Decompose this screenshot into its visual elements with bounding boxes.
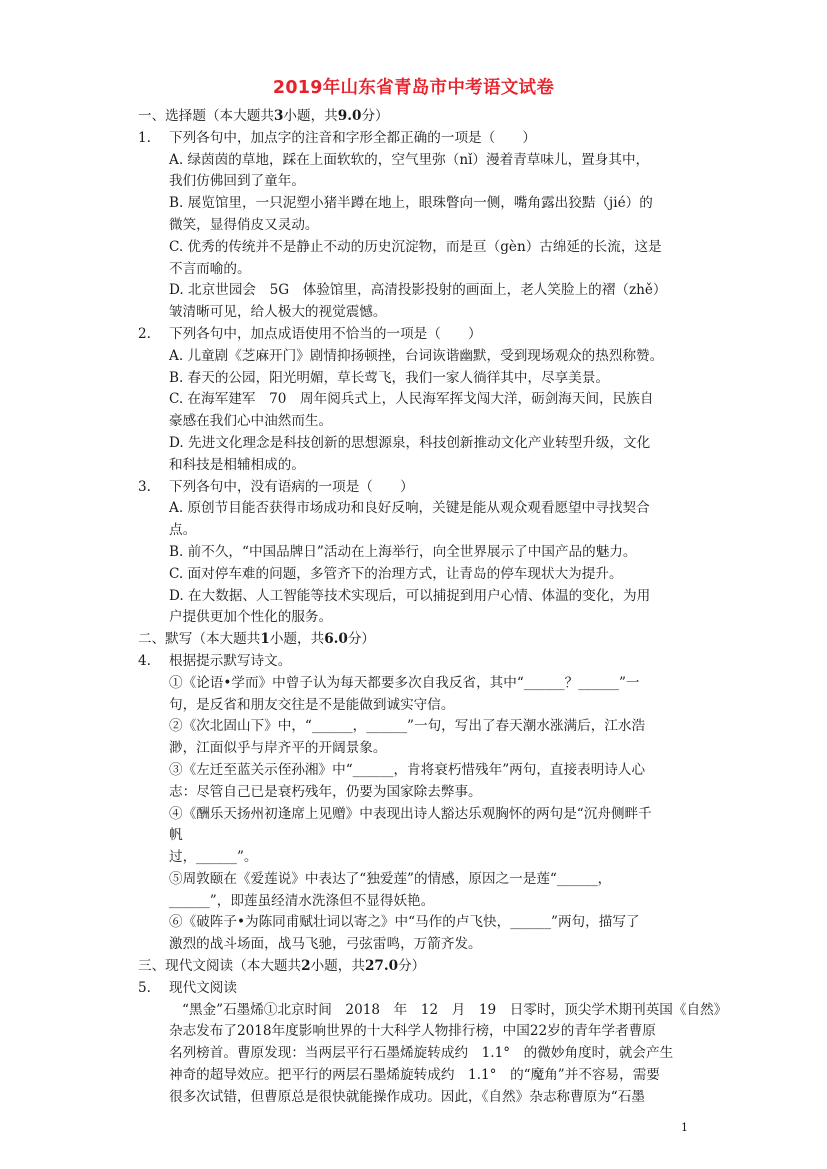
question-3-line: 户提供更加个性化的服务。	[169, 609, 333, 626]
question-number: 3.	[138, 478, 151, 495]
exam-title: 2019年山东省青岛市中考语文试卷	[272, 78, 555, 98]
question-4-line: ①《论语•学而》中曾子认为每天都要多次自我反省，其中“______？______”一	[169, 674, 640, 691]
question-2-line: 和科技是相辅相成的。	[169, 456, 305, 473]
question-number: 5.	[138, 979, 151, 996]
question-number: 4.	[138, 652, 151, 669]
question-1-line: 不言而喻的。	[169, 260, 251, 277]
passage-line: 名列榜首。曹原发现：当两层平行石墨烯旋转成约 1.1° 的微妙角度时，就会产生	[169, 1045, 674, 1062]
question-2-line: D. 先进文化理念是科技创新的思想源泉，科技创新推动文化产业转型升级，文化	[169, 434, 651, 451]
question-4-line: ④《酬乐天扬州初逢席上见赠》中表现出诗人豁达乐观胸怀的两句是“沉舟侧畔千	[169, 805, 652, 822]
question-4-line: 过，______”。	[169, 849, 258, 866]
question-4-line: 句，是反省和朋友交往是不是能做到诚实守信。	[169, 696, 455, 713]
question-2-line: B. 春天的公园，阳光明媚，草长莺飞，我们一家人徜徉其中，尽享美景。	[169, 369, 610, 386]
question-4-line: 帆	[169, 827, 183, 844]
question-2-line: 豪感在我们心中油然而生。	[169, 413, 333, 430]
page-number: 1	[681, 1121, 688, 1134]
question-1-line: C. 优秀的传统并不是静止不动的历史沉淀物，而是亘（gèn）古绵延的长流，这是	[169, 238, 662, 255]
section-score: 27.0	[364, 958, 399, 975]
section-score: 9.0	[337, 108, 362, 124]
question-1-line: D. 北京世园会 5G 体验馆里，高清投影投射的画面上，老人笑脸上的褶（zhě）	[169, 282, 667, 299]
question-number: 1.	[138, 129, 151, 146]
question-3-line: C. 面对停车难的问题，多管齐下的治理方式，让青岛的停车现状大为提升。	[169, 565, 623, 582]
question-number: 2.	[138, 325, 151, 342]
question-2-line: C. 在海军建军 70 周年阅兵式上，人民海军挥戈闯大洋，砺剑海天间，民族自	[169, 391, 654, 408]
section-label: 三、现代文阅读（本大题共	[138, 958, 302, 975]
question-2-stem	[138, 324, 694, 346]
question-5-stem	[138, 978, 694, 1000]
question-3-line: B. 前不久，“中国品牌日”活动在上海举行，向全世界展示了中国产品的魅力。	[169, 543, 637, 560]
question-1-line: 皱清晰可见，给人极大的视觉震憾。	[169, 304, 387, 321]
section-unit: 分）	[398, 958, 426, 975]
question-3-line: A. 原创节目能否获得市场成功和良好反响，关键是能从观众观看愿望中寻找契合	[169, 500, 650, 517]
question-2-line: A. 儿童剧《芝麻开门》剧情抑扬顿挫，台词诙谐幽默，受到现场观众的热烈称赞。	[169, 347, 664, 364]
question-4-line: ⑤周敦颐在《爱莲说》中表达了“独爱莲”的情感，原因之一是莲“______，	[169, 870, 612, 887]
question-4-line: 激烈的战斗场面，战马飞驰，弓弦雷鸣，万箭齐发。	[169, 936, 482, 953]
section-unit: 分）	[347, 631, 376, 648]
question-text: 下列各句中，加点字的注音和字形全都正确的一项是（ ）	[169, 129, 537, 146]
question-4-stem	[138, 651, 694, 673]
question-1-line: 微笑，显得俏皮又灵动。	[169, 216, 319, 233]
section-label: 一、选择题（本大题共	[138, 108, 274, 124]
section-heading-3	[138, 956, 694, 978]
question-4-line: ⑥《破阵子•为陈同甫赋壮词以寄之》中“马作的卢飞快，______”两句，描写了	[169, 914, 640, 931]
section-heading-1	[138, 106, 694, 128]
question-4-line: ③《左迁至蓝关示侄孙湘》中“______，肯将衰朽惜残年”两句，直接表明诗人心	[169, 761, 646, 778]
section-count: 3	[273, 108, 284, 124]
passage-line: 杂志发布了2018年度影响世界的十大科学人物排行榜，中国22岁的青年学者曹原	[169, 1023, 656, 1040]
question-3-line: 点。	[169, 522, 197, 539]
section-mid: 小题，共	[283, 108, 338, 124]
passage-line: “黑金”石墨烯①北京时间 2018 年 12 月 19 日零时，顶尖学术期刊英国《自然》	[182, 1001, 728, 1018]
question-1-line: B. 展览馆里，一只泥塑小猪半蹲在地上，眼珠瞥向一侧，嘴角露出狡黠（jié）的	[169, 195, 653, 212]
question-1-stem	[138, 128, 694, 150]
section-label: 二、默写（本大题共	[138, 631, 261, 648]
section-count: 2	[301, 958, 311, 975]
question-4-line: ______”，即莲虽经清水洗涤但不显得妖艳。	[169, 892, 435, 909]
section-unit: 分）	[361, 108, 389, 124]
question-4-line: 志：尽管自己已是衰朽残年，仍要为国家除去弊事。	[169, 783, 482, 800]
passage-line: 神奇的超导效应。把平行的两层石墨烯旋转成约 1.1° 的“魔角”并不容易，需要	[169, 1067, 660, 1084]
question-text: 现代文阅读	[169, 979, 237, 996]
section-score: 6.0	[324, 631, 348, 648]
question-text: 下列各句中，加点成语使用不恰当的一项是（ ）	[169, 325, 482, 342]
question-1-line: A. 绿茵茵的草地，踩在上面软软的，空气里弥（nǐ）漫着青草味儿，置身其中，	[169, 151, 650, 168]
question-3-stem	[138, 477, 694, 499]
question-3-line: D. 在大数据、人工智能等技术实现后，可以捕捉到用户心情、体温的变化，为用	[169, 587, 651, 604]
exam-content	[138, 106, 728, 1109]
question-text: 根据提示默写诗文。	[169, 652, 292, 669]
question-4-line: 渺，江面似乎与岸齐平的开阔景象。	[169, 740, 387, 757]
question-text: 下列各句中，没有语病的一项是（ ）	[169, 478, 414, 495]
question-4-line: ②《次北固山下》中，“______，______”一句，写出了春天潮水涨满后，江水浩	[169, 718, 646, 735]
section-count: 1	[260, 631, 270, 648]
section-mid: 小题，共	[269, 631, 325, 648]
passage-line: 很多次试错，但曹原总是很快就能操作成功。因此，《自然》杂志称曹原为“石墨	[169, 1088, 645, 1105]
section-mid: 小题，共	[310, 958, 365, 975]
question-1-line: 我们仿佛回到了童年。	[169, 173, 305, 190]
section-heading-2	[138, 629, 694, 651]
